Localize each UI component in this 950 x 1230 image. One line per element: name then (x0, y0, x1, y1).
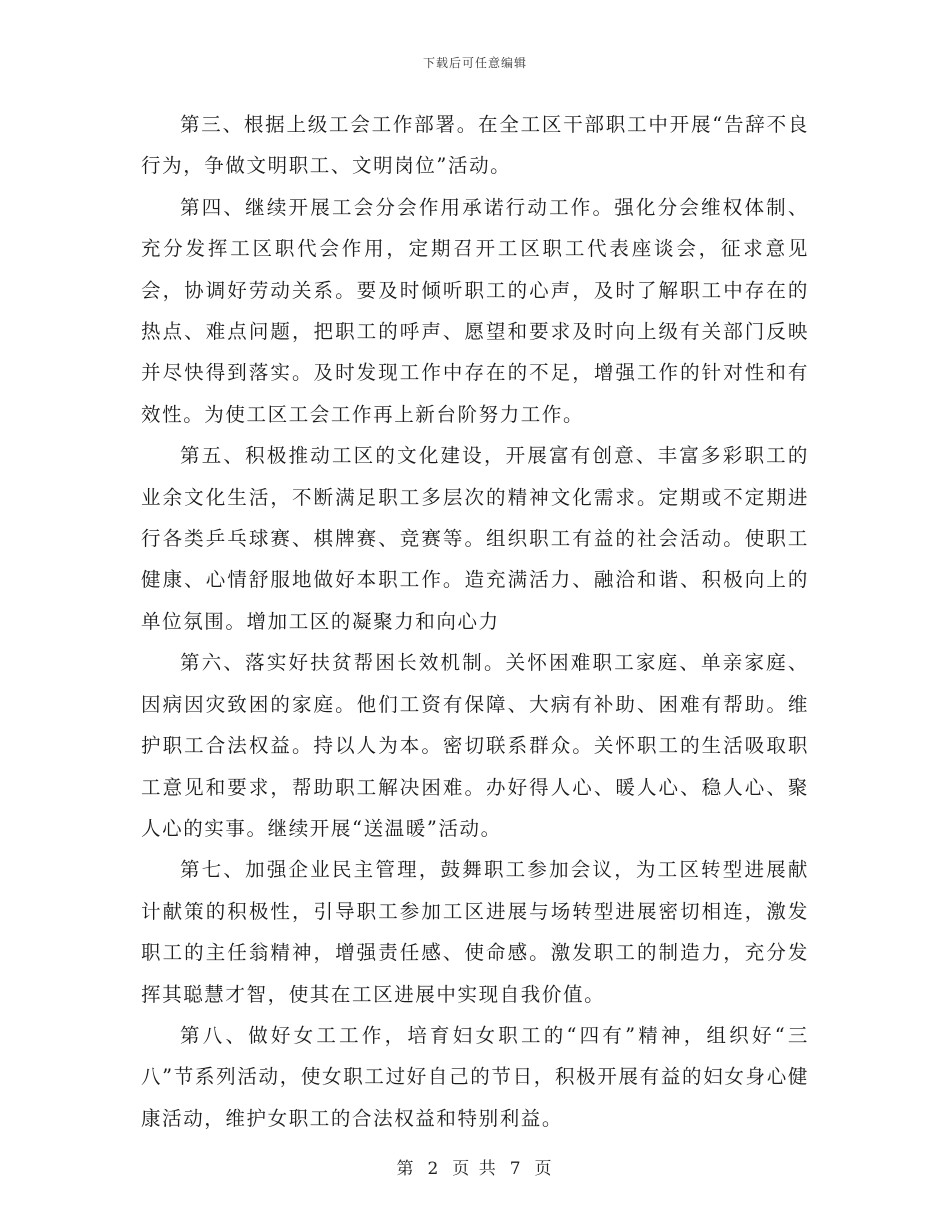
paragraph-3: 第三、根据上级工会工作部署。在全工区干部职工中开展“告辞不良行为，争做文明职工、文明岗位”活动。 (141, 113, 809, 178)
paragraph-8: 第八、做好女工工作，培育妇女职工的“四有”精神，组织好“三八”节系列活动，使女职工过好自己的节日，积极开展有益的妇女身心健康活动，维护女职工的合法权益和特别利益。 (141, 1023, 809, 1130)
paragraph-4: 第四、继续开展工会分会作用承诺行动工作。强化分会维权体制、充分发挥工区职代会作用，定期召开工区职工代表座谈会，征求意见会，协调好劳动关系。要及时倾听职工的心声，及时了解职工中存在的热点、难点问题，把职工的呼声、愿望和要求及时向上级有关部门反映并尽快得到落实。及时发现工作中存在的不足，增强工作的针对性和有效性。为使工区工会工作再上新台阶努力工作。 (141, 195, 809, 426)
header-note: 下载后可任意编辑 (422, 56, 527, 70)
paragraph-6: 第六、落实好扶贫帮困长效机制。关怀困难职工家庭、单亲家庭、因病因灾致困的家庭。他们工资有保障、大病有补助、困难有帮助。维护职工合法权益。持以人为本。密切联系群众。关怀职工的生活吸取职工意见和要求，帮助职工解决困难。办好得人心、暖人心、稳人心、聚人心的实事。继续开展“送温暖”活动。 (141, 651, 809, 840)
footer-middle: 页 共 (452, 1159, 498, 1179)
paragraph-5: 第五、积极推动工区的文化建设，开展富有创意、丰富多彩职工的业余文化生活，不断满足职工多层次的精神文化需求。定期或不定期进行各类乒乓球赛、棋牌赛、竞赛等。组织职工有益的社会活动。使职工健康、心情舒服地做好本职工作。造充满活力、融洽和谐、积极向上的单位氛围。增加工区的凝聚力和向心力 (141, 444, 809, 633)
footer-prefix: 第 (396, 1159, 416, 1179)
footer-suffix: 页 (534, 1159, 554, 1179)
document-body (141, 104, 809, 1139)
paragraph-7: 第七、加强企业民主管理，鼓舞职工参加会议，为工区转型进展献计献策的积极性，引导职工参加工区进展与场转型进展密切相连，激发职工的主任翁精神，增强责任感、使命感。激发职工的制造力，充分发挥其聪慧才智，使其在工区进展中实现自我价值。 (141, 858, 809, 1006)
total-pages-number: 7 (509, 1159, 523, 1179)
current-page-number: 2 (427, 1159, 441, 1179)
page-footer (0, 1154, 950, 1179)
